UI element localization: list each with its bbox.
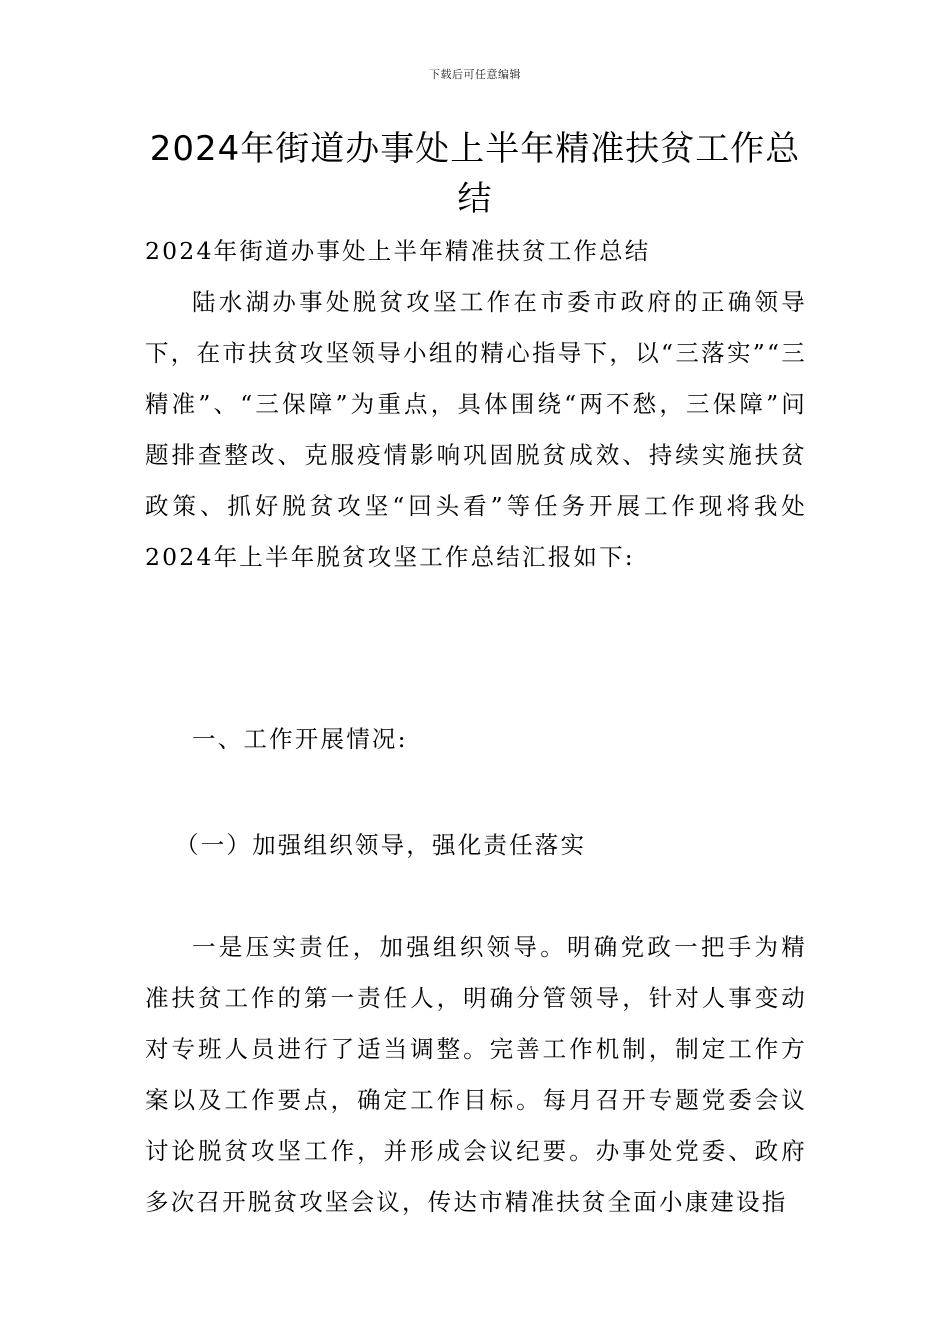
- document-subtitle: 2024年街道办事处上半年精准扶贫工作总结: [145, 237, 651, 265]
- header-note: 下载后可任意编辑: [429, 68, 521, 81]
- section-heading: 一、工作开展情况:: [192, 725, 408, 753]
- subsection-heading: （一）加强组织领导，强化责任落实: [175, 831, 587, 859]
- body-paragraph: 一是压实责任，加强组织领导。明确党政一把手为精准扶贫工作的第一责任人，明确分管领导，针对人事变动对专班人员进行了适当调整。完善工作机制，制定工作方案以及工作要点，确定工作目标。每月召开专题党委会议讨论脱贫攻坚工作，并形成会议纪要。办事处党委、政府多次召开脱贫攻坚会议，传达市精准扶贫全面小康建设指: [145, 933, 807, 1216]
- document-title: 2024年街道办事处上半年精准扶贫工作总结: [149, 129, 801, 219]
- intro-paragraph: 陆水湖办事处脱贫攻坚工作在市委市政府的正确领导下，在市扶贫攻坚领导小组的精心指导下，以“三落实”“三精准”、“三保障”为重点，具体围绕“两不愁，三保障”问题排查整改、克服疫情影响巩固脱贫成效、持续实施扶贫政策、抓好脱贫攻坚“回头看”等任务开展工作现将我处2024年上半年脱贫攻坚工作总结汇报如下:: [145, 288, 807, 571]
